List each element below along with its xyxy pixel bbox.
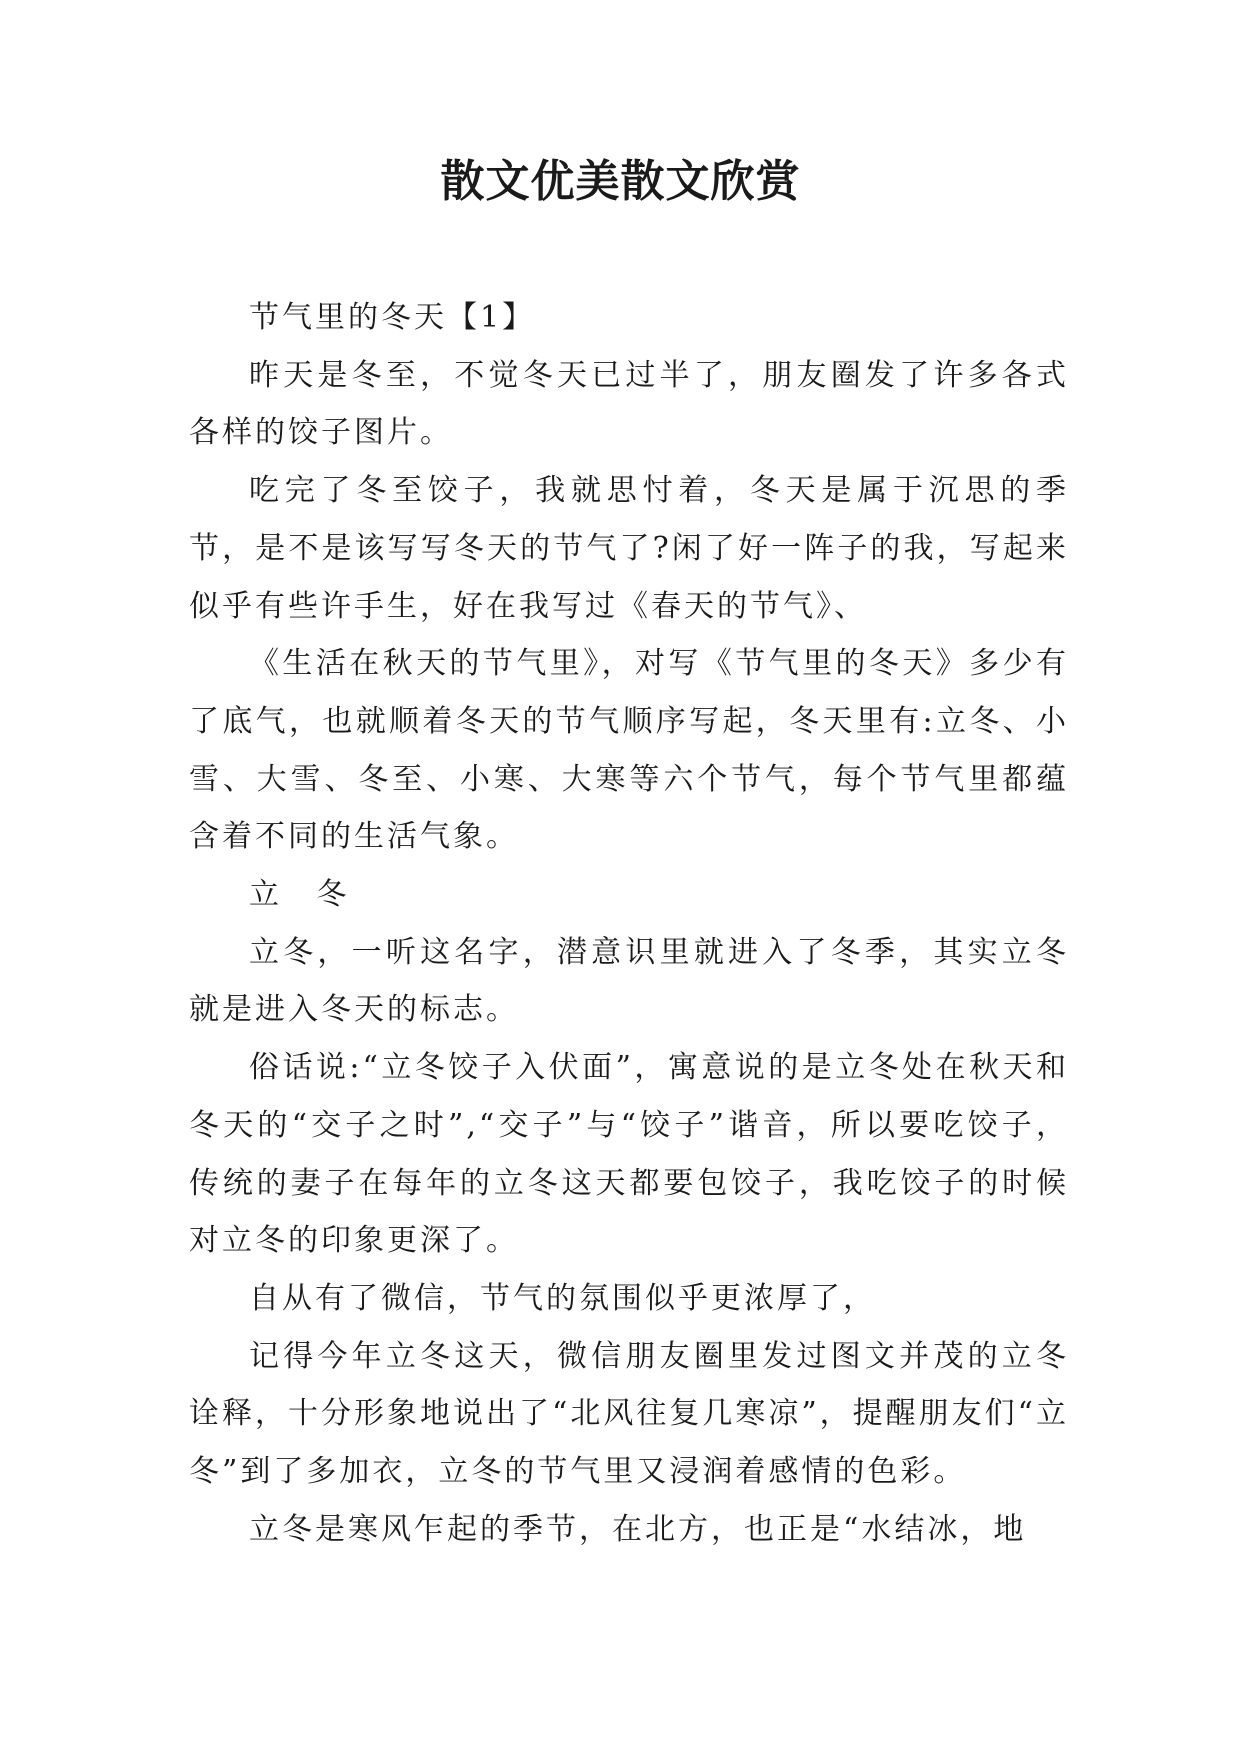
paragraph: 立冬是寒风乍起的季节，在北方，也正是“水结冰，地: [249, 1511, 1027, 1547]
document-body: [189, 289, 1069, 1558]
paragraph-heading: 节气里的冬天【1】: [249, 300, 536, 335]
paragraph: 《生活在秋天的节气里》，对写《节气里的冬天》多少有了底气，也就顺着冬天的节气顺序写起，冬天里有:立冬、小雪、大雪、冬至、小寒、大寒等六个节气，每个节气里都蕴含着不同的生活气象。: [189, 646, 1069, 855]
paragraph: 记得今年立冬这天，微信朋友圈里发过图文并茂的立冬诠释，十分形象地说出了“北风往复几寒凉”，提醒朋友们“立冬”到了多加衣，立冬的节气里又浸润着感情的色彩。: [189, 1338, 1070, 1490]
document-title: 散文优美散文欣赏: [440, 156, 801, 207]
paragraph: 自从有了微信，节气的氛围似乎更浓厚了，: [249, 1280, 876, 1316]
paragraph: 俗话说:“立冬饺子入伏面”，寓意说的是立冬处在秋天和冬天的“交子之时”,“交子”与“饺子”谐音，所以要吃饺子，传统的妻子在每年的立冬这天都要包饺子，我吃饺子的时候对立冬的印象更深了。: [189, 1050, 1069, 1259]
paragraph: 昨天是冬至，不觉冬天已过半了，朋友圈发了许多各式各样的饺子图片。: [189, 357, 1069, 451]
paragraph: 立冬，一听这名字，潜意识里就进入了冬季，其实立冬就是进入冬天的标志。: [189, 934, 1069, 1028]
paragraph: 吃完了冬至饺子，我就思忖着，冬天是属于沉思的季节，是不是该写写冬天的节气了?闲了好一阵子的我，写起来似乎有些许手生，好在我写过《春天的节气》、: [189, 473, 1069, 624]
section-heading: 立 冬: [249, 877, 361, 913]
